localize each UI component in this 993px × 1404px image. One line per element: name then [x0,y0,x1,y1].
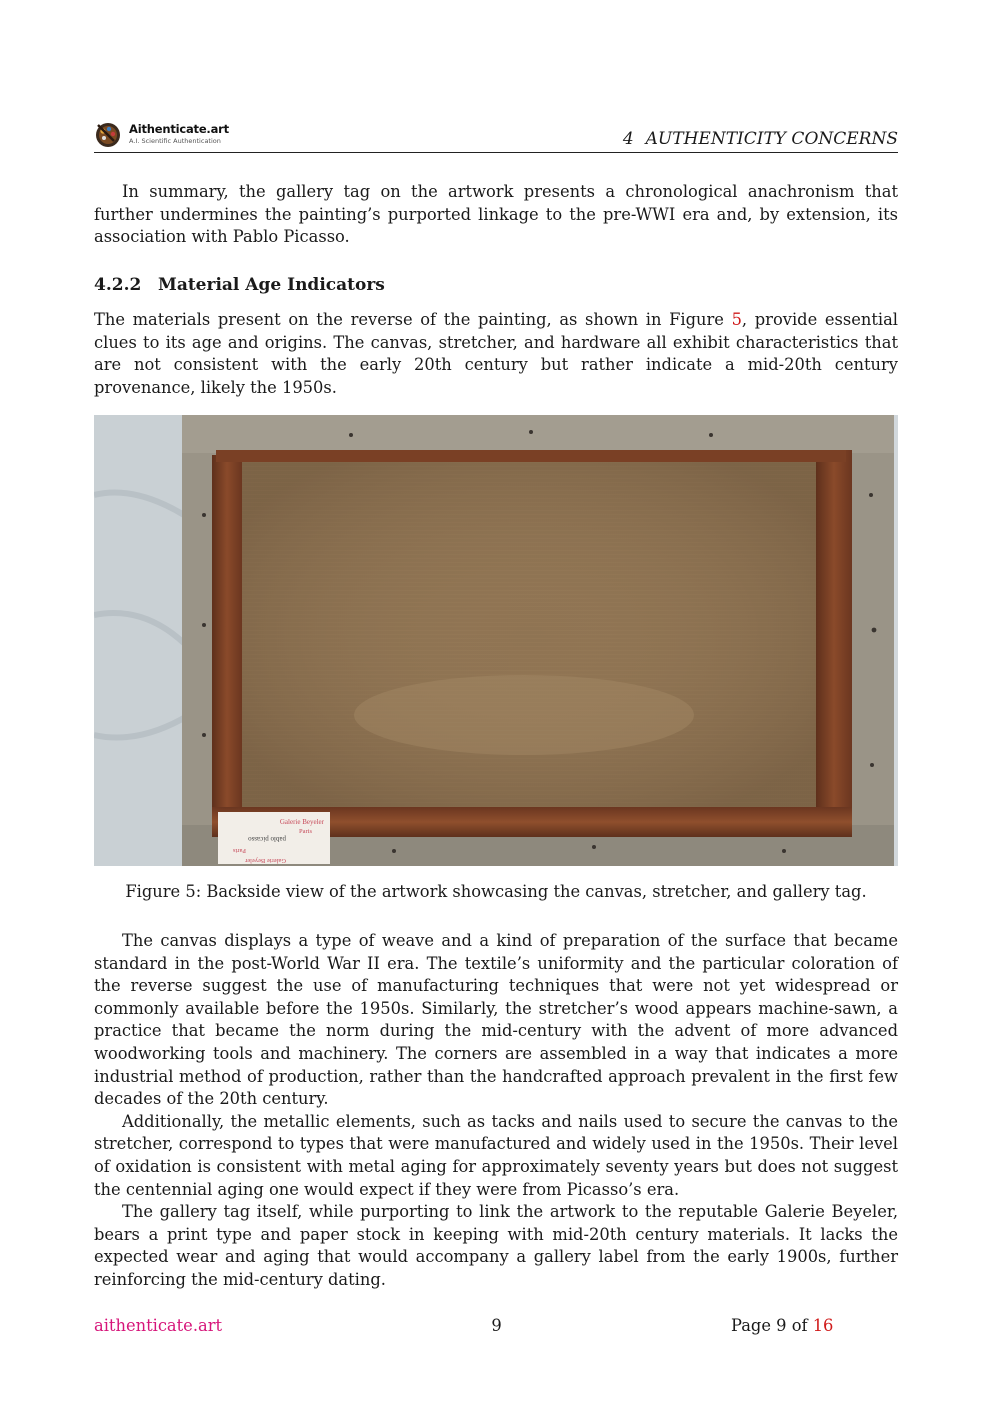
footer-site-link[interactable]: aithenticate.art [94,1316,223,1335]
subsection-title: Material Age Indicators [158,275,385,295]
artwork-backside-photo [94,415,898,866]
gallery-tag-line3: pablo picasso [248,835,286,843]
logo-name: Aithenticate.art [129,122,229,136]
materials-text-end: , provide essential clues to its age and origins. The canvas, stretcher, and hardware all exhibit characteristics that are not consistent with the early 20th century but rather indicate a mid-20th century provenance, likely the 1950s. [94,310,898,397]
gallery-tag-line1: Galerie Beyeler [279,818,324,826]
stretcher-right [816,450,852,830]
tag-paragraph: The gallery tag itself, while purporting to link the artwork to the reputable Galerie Beyeler, bears a print type and paper stock in keeping with mid-20th century materials. It lacks the expected wear and aging that would accompany a gallery label from the early 1900s, further reinforcing the mid-century dating. [94,1202,898,1289]
page-total-link[interactable]: 16 [812,1316,834,1335]
page-count-prefix: Page 9 of [731,1316,813,1335]
intro-paragraph-block [94,181,898,249]
figure-caption: Figure 5: Backside view of the artwork showcasing the canvas, stretcher, and gallery tag. [125,882,867,901]
subsection-heading [94,275,385,295]
stretcher-left [212,455,242,835]
canvas-paragraph: The canvas displays a type of weave and a kind of preparation of the surface that became standard in the post-World War II era. The textile’s uniformity and the particular coloration of the reverse suggest the use of manufacturing techniques that were not yet widespread or commonly available before the 1950s. Similarly, the stretcher’s wood appears machine-sawn, a practice that became the norm during the mid-century with the advent of more advanced woodworking tools and machinery. The corners are assembled in a way that indicates a more industrial method of production, rather than the handcrafted approach prevalent in the first few decades of the 20th century. [94,931,898,1109]
footer-page-number: 9 [491,1316,502,1335]
metal-paragraph: Additionally, the metallic elements, such as tacks and nails used to secure the canvas to the stretcher, correspond to types that were manufactured and widely used in the 1950s. Their level of oxidation is consistent with metal aging for approximately seventy years but does not suggest the centennial aging one would expect if they were from Picasso’s era. [94,1111,898,1199]
discussion-block [94,930,898,1292]
stretcher-top [216,450,846,462]
aithenticate-logo [94,120,229,148]
running-section-title [623,129,898,149]
palette-logo-icon [94,120,122,148]
page-header [94,118,898,153]
footer-page-count [731,1316,833,1335]
intro-paragraph: In summary, the gallery tag on the artwork presents a chronological anachronism that further undermines the painting’s purported linkage to the pre-WWI era and, by extension, its association with Pablo Picasso. [94,182,898,247]
section-title: AUTHENTICITY CONCERNS [645,129,898,149]
subsection-number: 4.2.2 [94,275,142,295]
section-number: 4 [622,129,634,149]
gallery-tag-line5: Galerie Beyeler [245,857,286,864]
materials-text-start: The materials present on the reverse of the painting, as shown in Figure [94,310,732,329]
gallery-tag-line4: Paris [233,847,246,854]
materials-paragraph [94,309,898,399]
gallery-tag-line2: Paris [299,828,312,835]
logo-tagline: A.I. Scientific Authentication [129,136,221,145]
materials-paragraph-block [94,309,898,399]
figure-reference-link[interactable]: 5 [731,310,742,329]
